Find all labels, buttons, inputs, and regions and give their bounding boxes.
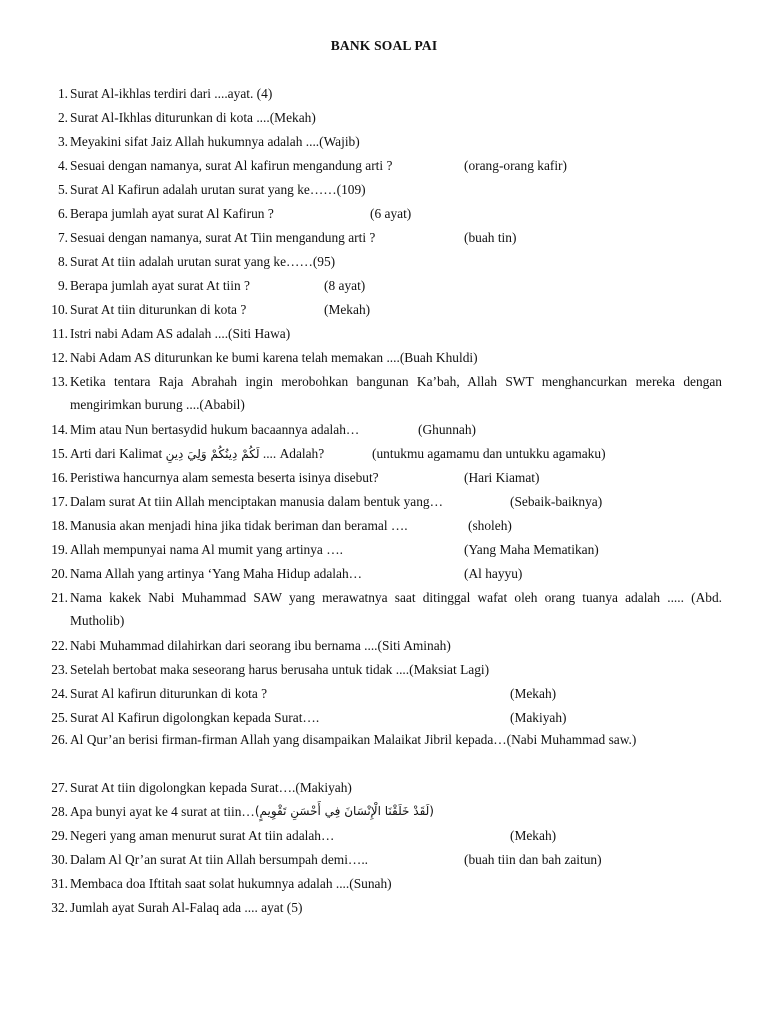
question-text	[70, 824, 722, 847]
question-text	[70, 82, 722, 105]
question-body: Nama Allah yang artinya ‘Yang Maha Hidup adalah…	[70, 566, 363, 581]
answer-text: (Makiyah)	[510, 710, 567, 725]
question-number: 21.	[51, 590, 68, 605]
question-text	[70, 154, 722, 177]
answer-text: (Hari Kiamat)	[464, 470, 540, 485]
question-number: 17.	[51, 494, 68, 509]
question-text	[70, 178, 722, 201]
question-number: 24.	[51, 686, 68, 701]
question-body: Berapa jumlah ayat surat Al Kafirun ?	[70, 206, 274, 221]
question-number: 11.	[51, 326, 68, 341]
question-text	[70, 370, 722, 416]
question-body: Berapa jumlah ayat surat At tiin ?	[70, 278, 250, 293]
question-number: 30.	[51, 852, 68, 867]
question-body: Dalam surat At tiin Allah menciptakan manusia dalam bentuk yang…	[70, 494, 443, 509]
answer-text: (Al hayyu)	[464, 566, 523, 581]
question-number: 9.	[57, 278, 68, 293]
question-text	[70, 298, 722, 321]
question-body: Arti dari Kalimat	[70, 446, 163, 461]
question-text	[70, 800, 722, 823]
question-text	[70, 466, 722, 489]
question-number: 8.	[57, 254, 68, 269]
answer-text: (buah tiin dan bah zaitun)	[464, 852, 602, 867]
question-body: Surat Al Kafirun adalah urutan surat yang ke……(109)	[70, 182, 366, 197]
question-body: Setelah bertobat maka seseorang harus berusaha untuk tidak ....(Maksiat Lagi)	[70, 662, 490, 677]
document-title: BANK SOAL PAI	[330, 38, 438, 53]
question-number: 16.	[51, 470, 68, 485]
answer-text: (Mekah)	[510, 686, 557, 701]
question-number: 29.	[51, 828, 68, 843]
question-body: Apa bunyi ayat ke 4 surat at tiin…	[70, 804, 255, 819]
question-text	[70, 490, 722, 513]
question-body: Sesuai dengan namanya, surat Al kafirun mengandung arti ?	[70, 158, 393, 173]
question-body: Membaca doa Iftitah saat solat hukumnya adalah ....(Sunah)	[70, 876, 392, 891]
question-body: Surat Al-Ikhlas diturunkan di kota ....(Mekah)	[70, 110, 316, 125]
question-text	[70, 346, 722, 369]
question-number: 26.	[51, 732, 68, 747]
question-number: 18.	[51, 518, 68, 533]
question-text	[70, 848, 722, 871]
question-body: Al Qur’an berisi firman-firman Allah yang disampaikan Malaikat Jibril kepada…(Nabi Muhammad saw.)	[70, 732, 637, 747]
question-text	[70, 538, 722, 561]
question-number: 27.	[51, 780, 68, 795]
question-body-continued: .... Adalah?	[262, 446, 325, 461]
question-number: 14.	[51, 422, 68, 437]
question-text	[70, 562, 722, 585]
arabic-answer: (لَقَدْ خَلَقْنَا الْإِنْسَانَ فِي أَحْسَنِ تَقْوِيمٍ)	[254, 804, 434, 818]
question-body: Surat Al Kafirun digolongkan kepada Surat….	[70, 710, 320, 725]
question-text	[70, 442, 722, 466]
question-number: 13.	[51, 374, 68, 389]
question-body: Sesuai dengan namanya, surat At Tiin mengandung arti ?	[70, 230, 376, 245]
question-number: 20.	[51, 566, 68, 581]
answer-text: (Mekah)	[324, 302, 371, 317]
question-text	[70, 250, 722, 273]
question-number: 19.	[51, 542, 68, 557]
question-body: Jumlah ayat Surah Al-Falaq ada .... ayat (5)	[70, 900, 303, 915]
question-body: Peristiwa hancurnya alam semesta beserta isinya disebut?	[70, 470, 379, 485]
question-number: 4.	[57, 158, 68, 173]
question-body: Surat At tiin diturunkan di kota ?	[70, 302, 247, 317]
question-number: 5.	[57, 182, 68, 197]
question-text	[70, 728, 722, 751]
question-text	[70, 682, 722, 705]
question-body: Surat At tiin digolongkan kepada Surat….(Makiyah)	[70, 780, 352, 795]
question-body: Meyakini sifat Jaiz Allah hukumnya adalah ....(Wajib)	[70, 134, 360, 149]
question-text	[70, 658, 722, 681]
question-number: 6.	[57, 206, 68, 221]
question-number: 7.	[57, 230, 68, 245]
question-text	[70, 106, 722, 129]
answer-text: (sholeh)	[468, 518, 512, 533]
arabic-phrase: لَكُمْ دِينُكُمْ وَلِيَ دِينِ	[165, 447, 260, 461]
question-text	[70, 776, 722, 799]
answer-text: (8 ayat)	[324, 278, 366, 293]
question-number: 2.	[57, 110, 68, 125]
question-number: 31.	[51, 876, 68, 891]
question-body: Nabi Muhammad dilahirkan dari seorang ibu bernama ....(Siti Aminah)	[70, 638, 451, 653]
answer-text: (buah tin)	[464, 230, 517, 245]
answer-text: (orang-orang kafir)	[464, 158, 567, 173]
answer-text: (Yang Maha Mematikan)	[464, 542, 599, 557]
question-body: Mim atau Nun bertasydid hukum bacaannya adalah…	[70, 422, 360, 437]
question-number: 32.	[51, 900, 68, 915]
question-number: 28.	[51, 804, 68, 819]
answer-text: (untukmu agamamu dan untukku agamaku)	[372, 446, 606, 461]
question-body: Nabi Adam AS diturunkan ke bumi karena telah memakan ....(Buah Khuldi)	[70, 350, 478, 365]
question-text	[70, 130, 722, 153]
question-number: 12.	[51, 350, 68, 365]
question-body: Ketika tentara Raja Abrahah ingin merobohkan bangunan Ka’bah, Allah SWT menghancurkan mereka dengan mengirimkan burung ....(Ababil)	[70, 374, 722, 412]
question-text	[70, 896, 722, 919]
answer-text: (Mekah)	[510, 828, 557, 843]
question-text	[70, 872, 722, 895]
question-text	[70, 202, 722, 225]
question-body: Allah mempunyai nama Al mumit yang artinya ….	[70, 542, 343, 557]
question-text	[70, 418, 722, 441]
question-text	[70, 634, 722, 657]
question-number: 15.	[51, 446, 68, 461]
question-body: Dalam Al Qr’an surat At tiin Allah bersumpah demi…..	[70, 852, 369, 867]
answer-text: (6 ayat)	[370, 206, 412, 221]
answer-text: (Ghunnah)	[418, 422, 477, 437]
question-text	[70, 274, 722, 297]
question-text	[70, 322, 722, 345]
question-number: 22.	[51, 638, 68, 653]
question-body: Surat Al-ikhlas terdiri dari ....ayat. (4)	[70, 86, 273, 101]
question-body: Nama kakek Nabi Muhammad SAW yang merawatnya saat ditinggal wafat oleh orang tuanya adalah ..... (Abd. Mutholib)	[70, 590, 722, 628]
question-text	[70, 706, 722, 729]
question-text	[70, 514, 722, 537]
question-body: Manusia akan menjadi hina jika tidak beriman dan beramal ….	[70, 518, 408, 533]
question-body: Istri nabi Adam AS adalah ....(Siti Hawa)	[70, 326, 291, 341]
question-number: 25.	[51, 710, 68, 725]
question-number: 3.	[57, 134, 68, 149]
answer-text: (Sebaik-baiknya)	[510, 494, 603, 509]
question-body: Negeri yang aman menurut surat At tiin adalah…	[70, 828, 335, 843]
question-body: Surat Al kafirun diturunkan di kota ?	[70, 686, 268, 701]
question-number: 10.	[51, 302, 68, 317]
question-number: 23.	[51, 662, 68, 677]
question-text	[70, 226, 722, 249]
question-number: 1.	[57, 86, 68, 101]
question-body: Surat At tiin adalah urutan surat yang ke……(95)	[70, 254, 336, 269]
question-text	[70, 586, 722, 632]
